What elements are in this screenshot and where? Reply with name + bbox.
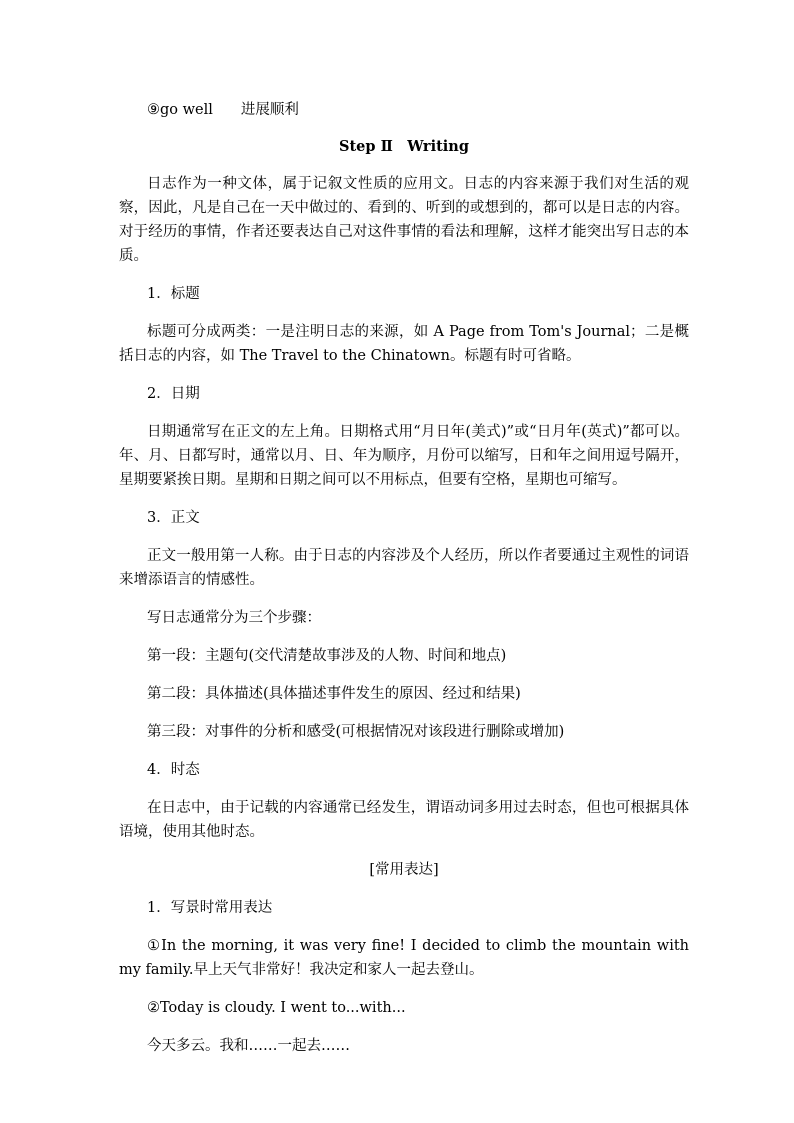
expression-group-title-1: 1．写景时常用表达: [147, 900, 273, 916]
expression-item-2: ②Today is cloudy. I went to...with...: [147, 1000, 406, 1016]
section-body-2: 日期通常写在正文的左上角。日期格式用“月日年(美式)”或“日月年(英式)”都可以。年、月、日都写时，通常以月、日、年为顺序，月份可以缩写，日和年之间用逗号隔开，星期要紧挨日期。星期和日期之间可以不用标点，但要有空格，星期也可缩写。: [119, 424, 689, 488]
step-1: 第一段：主题句(交代清楚故事涉及的人物、时间和地点): [147, 648, 507, 664]
vocab-phrase: ⑨go well: [147, 102, 213, 118]
steps-intro: 写日志通常分为三个步骤：: [147, 610, 321, 626]
section-body-4: 在日志中，由于记载的内容通常已经发生，谓语动词多用过去时态，但也可根据具体语境，使用其他时态。: [119, 800, 689, 840]
expression-item-1: ①In the morning, it was very fine! I decided to climb the mountain with my family.早上天气非常好！我决定和家人一起去登山。: [119, 938, 689, 978]
common-expressions-heading: [常用表达]: [369, 862, 439, 878]
step-3: 第三段：对事件的分析和感受(可根据情况对该段进行删除或增加): [147, 724, 565, 740]
section-title-4: 4．时态: [147, 762, 200, 778]
step-2: 第二段：具体描述(具体描述事件发生的原因、经过和结果): [147, 686, 521, 702]
vocab-item-go-well: [119, 98, 689, 122]
intro-paragraph: 日志作为一种文体，属于记叙文性质的应用文。日志的内容来源于我们对生活的观察，因此，凡是自己在一天中做过的、看到的、听到的或想到的，都可以是日志的内容。对于经历的事情，作者还要表达自己对这件事情的看法和理解，这样才能突出写日志的本质。: [119, 176, 689, 264]
section-body-1: 标题可分成两类：一是注明日志的来源，如 A Page from Tom's Journal；二是概括日志的内容，如 The Travel to the Chinatown。标题有时可省略。: [119, 324, 689, 364]
section-body-3: 正文一般用第一人称。由于日志的内容涉及个人经历，所以作者要通过主观性的词语来增添语言的情感性。: [119, 548, 689, 588]
section-title-1: 1．标题: [147, 286, 200, 302]
section-title-3: 3．正文: [147, 510, 200, 526]
vocab-translation: 进展顺利: [240, 102, 299, 118]
section-heading-step-2: Step Ⅱ Writing: [339, 138, 469, 155]
expression-item-2-translation: 今天多云。我和……一起去……: [147, 1038, 350, 1054]
section-title-2: 2．日期: [147, 386, 200, 402]
document-body: [119, 98, 689, 1058]
